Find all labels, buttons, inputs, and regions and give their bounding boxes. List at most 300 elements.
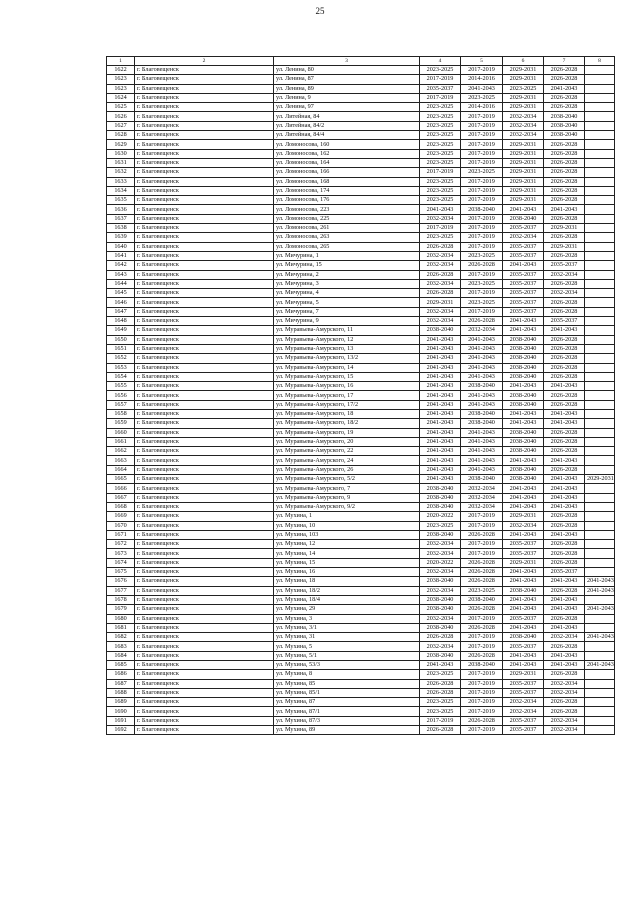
row-number: 1667 [107, 493, 135, 502]
period-cell: 2035-2037 [503, 279, 544, 288]
period-cell: 2026-2028 [461, 558, 503, 567]
period-cell: 2038-2040 [420, 530, 461, 539]
table-row [107, 391, 615, 400]
period-cell: 2041-2043 [420, 382, 461, 391]
period-cell [585, 419, 615, 428]
period-cell: 2026-2028 [461, 568, 503, 577]
period-cell: 2041-2043 [503, 577, 544, 586]
period-cell: 2017-2019 [461, 633, 503, 642]
city-cell: г. Благовещенск [135, 186, 274, 195]
period-cell: 2029-2031 [503, 149, 544, 158]
period-cell: 2029-2031 [503, 140, 544, 149]
period-cell: 2041-2043 [420, 456, 461, 465]
address-cell: ул. Муравьева-Амурского, 22 [274, 447, 420, 456]
period-cell: 2032-2034 [503, 233, 544, 242]
period-cell: 2023-2025 [503, 84, 544, 93]
period-cell: 2026-2028 [544, 512, 585, 521]
row-number: 1675 [107, 568, 135, 577]
period-cell: 2038-2040 [420, 577, 461, 586]
city-cell: г. Благовещенск [135, 419, 274, 428]
period-cell: 2026-2028 [544, 177, 585, 186]
city-cell: г. Благовещенск [135, 158, 274, 167]
city-cell: г. Благовещенск [135, 149, 274, 158]
period-cell: 2032-2034 [544, 726, 585, 735]
period-cell [585, 558, 615, 567]
table-row [107, 270, 615, 279]
city-cell: г. Благовещенск [135, 558, 274, 567]
period-cell [585, 465, 615, 474]
row-number: 1649 [107, 326, 135, 335]
period-cell: 2035-2037 [503, 642, 544, 651]
period-cell: 2035-2037 [503, 549, 544, 558]
city-cell: г. Благовещенск [135, 465, 274, 474]
period-cell: 2041-2043 [503, 502, 544, 511]
address-cell: ул. Ломоносова, 164 [274, 158, 420, 167]
period-cell: 2038-2040 [503, 335, 544, 344]
period-cell [585, 363, 615, 372]
period-cell [585, 149, 615, 158]
period-cell: 2041-2043 [503, 456, 544, 465]
period-cell [585, 298, 615, 307]
city-cell: г. Благовещенск [135, 698, 274, 707]
period-cell: 2041-2043 [503, 651, 544, 660]
period-cell: 2041-2043 [585, 586, 615, 595]
period-cell: 2041-2043 [420, 372, 461, 381]
period-cell: 2032-2034 [420, 214, 461, 223]
row-number: 1638 [107, 224, 135, 233]
period-cell: 2026-2028 [544, 233, 585, 242]
table-row [107, 642, 615, 651]
period-cell: 2017-2019 [461, 614, 503, 623]
row-number: 1655 [107, 382, 135, 391]
city-cell: г. Благовещенск [135, 726, 274, 735]
table-row [107, 233, 615, 242]
period-cell [585, 456, 615, 465]
period-cell: 2038-2040 [420, 502, 461, 511]
address-cell: ул. Мичурина, 5 [274, 298, 420, 307]
table-row [107, 214, 615, 223]
period-cell: 2026-2028 [420, 242, 461, 251]
address-cell: ул. Мухина, 18/4 [274, 595, 420, 604]
period-cell [585, 344, 615, 353]
period-cell: 2041-2043 [461, 363, 503, 372]
period-cell: 2032-2034 [420, 307, 461, 316]
table-row [107, 84, 615, 93]
address-cell: ул. Мухина, 12 [274, 540, 420, 549]
period-cell [585, 75, 615, 84]
period-cell: 2023-2025 [420, 66, 461, 75]
row-number: 1630 [107, 149, 135, 158]
row-number: 1642 [107, 261, 135, 270]
period-cell: 2017-2019 [461, 289, 503, 298]
table-row [107, 103, 615, 112]
period-cell: 2026-2028 [544, 149, 585, 158]
address-cell: ул. Мичурина, 1 [274, 251, 420, 260]
table-row [107, 400, 615, 409]
address-cell: ул. Муравьева-Амурского, 16 [274, 382, 420, 391]
row-number: 1626 [107, 112, 135, 121]
period-cell: 2032-2034 [544, 633, 585, 642]
period-cell: 2029-2031 [503, 158, 544, 167]
period-cell: 2038-2040 [420, 484, 461, 493]
period-cell: 2032-2034 [420, 540, 461, 549]
period-cell: 2026-2028 [544, 437, 585, 446]
row-number: 1665 [107, 475, 135, 484]
period-cell [585, 698, 615, 707]
period-cell: 2032-2034 [503, 521, 544, 530]
period-cell: 2026-2028 [420, 270, 461, 279]
city-cell: г. Благовещенск [135, 242, 274, 251]
period-cell: 2014-2016 [461, 103, 503, 112]
period-cell: 2041-2043 [585, 661, 615, 670]
period-cell: 2035-2037 [544, 317, 585, 326]
address-cell: ул. Мухина, 85/1 [274, 688, 420, 697]
period-cell: 2041-2043 [544, 409, 585, 418]
period-cell [585, 409, 615, 418]
row-number: 1645 [107, 289, 135, 298]
period-cell: 2026-2028 [544, 391, 585, 400]
period-cell: 2014-2016 [461, 75, 503, 84]
table-row [107, 614, 615, 623]
row-number: 1679 [107, 605, 135, 614]
period-cell: 2041-2043 [420, 400, 461, 409]
period-cell: 2041-2043 [503, 409, 544, 418]
table-row [107, 158, 615, 167]
period-cell: 2026-2028 [544, 307, 585, 316]
period-cell: 2017-2019 [461, 224, 503, 233]
period-cell: 2038-2040 [503, 400, 544, 409]
period-cell: 2041-2043 [503, 595, 544, 604]
row-number: 1674 [107, 558, 135, 567]
row-number: 1657 [107, 400, 135, 409]
period-cell: 2017-2019 [461, 521, 503, 530]
period-cell: 2017-2019 [461, 726, 503, 735]
table-row [107, 428, 615, 437]
period-cell [585, 251, 615, 260]
period-cell [585, 242, 615, 251]
period-cell: 2017-2019 [420, 168, 461, 177]
city-cell: г. Благовещенск [135, 651, 274, 660]
city-cell: г. Благовещенск [135, 233, 274, 242]
city-cell: г. Благовещенск [135, 307, 274, 316]
table-row [107, 372, 615, 381]
table-row [107, 112, 615, 121]
row-number: 1691 [107, 716, 135, 725]
period-cell: 2017-2019 [420, 224, 461, 233]
city-cell: г. Благовещенск [135, 642, 274, 651]
period-cell: 2032-2034 [420, 549, 461, 558]
address-cell: ул. Ленина, 9 [274, 93, 420, 102]
period-cell: 2032-2034 [544, 289, 585, 298]
period-cell [585, 307, 615, 316]
row-number: 1666 [107, 484, 135, 493]
row-number: 1671 [107, 530, 135, 539]
period-cell: 2023-2025 [420, 698, 461, 707]
table-row [107, 363, 615, 372]
period-cell: 2017-2019 [461, 233, 503, 242]
period-cell: 2038-2040 [503, 586, 544, 595]
period-cell: 2035-2037 [503, 614, 544, 623]
period-cell [585, 205, 615, 214]
period-cell: 2041-2043 [503, 261, 544, 270]
column-number: 1 [107, 57, 135, 66]
period-cell [585, 186, 615, 195]
period-cell: 2017-2019 [461, 158, 503, 167]
table-row [107, 66, 615, 75]
row-number: 1683 [107, 642, 135, 651]
period-cell [585, 726, 615, 735]
table-row [107, 688, 615, 697]
period-cell: 2035-2037 [544, 568, 585, 577]
period-cell: 2038-2040 [420, 651, 461, 660]
period-cell: 2041-2043 [420, 447, 461, 456]
period-cell: 2029-2031 [503, 66, 544, 75]
address-cell: ул. Мухина, 31 [274, 633, 420, 642]
period-cell: 2023-2025 [420, 707, 461, 716]
city-cell: г. Благовещенск [135, 196, 274, 205]
period-cell: 2026-2028 [544, 540, 585, 549]
city-cell: г. Благовещенск [135, 586, 274, 595]
period-cell [585, 642, 615, 651]
period-cell: 2026-2028 [544, 354, 585, 363]
city-cell: г. Благовещенск [135, 540, 274, 549]
row-number: 1661 [107, 437, 135, 446]
period-cell [585, 84, 615, 93]
row-number: 1625 [107, 103, 135, 112]
period-cell [585, 707, 615, 716]
period-cell [585, 540, 615, 549]
city-cell: г. Благовещенск [135, 279, 274, 288]
period-cell: 2026-2028 [544, 614, 585, 623]
city-cell: г. Благовещенск [135, 131, 274, 140]
address-cell: ул. Мухина, 103 [274, 530, 420, 539]
period-cell: 2026-2028 [461, 716, 503, 725]
row-number: 1634 [107, 186, 135, 195]
period-cell: 2026-2028 [461, 577, 503, 586]
period-cell: 2041-2043 [461, 437, 503, 446]
period-cell [585, 131, 615, 140]
period-cell: 2026-2028 [544, 196, 585, 205]
row-number: 1686 [107, 670, 135, 679]
period-cell: 2041-2043 [544, 502, 585, 511]
row-number: 1690 [107, 707, 135, 716]
address-cell: ул. Литейная, 84/4 [274, 131, 420, 140]
city-cell: г. Благовещенск [135, 437, 274, 446]
period-cell: 2017-2019 [461, 196, 503, 205]
period-cell: 2017-2019 [461, 214, 503, 223]
period-cell [585, 670, 615, 679]
period-cell: 2041-2043 [503, 530, 544, 539]
row-number: 1656 [107, 391, 135, 400]
row-number: 1646 [107, 298, 135, 307]
period-cell: 2029-2031 [544, 224, 585, 233]
address-cell: ул. Муравьева-Амурского, 17 [274, 391, 420, 400]
table-row [107, 605, 615, 614]
city-cell: г. Благовещенск [135, 66, 274, 75]
period-cell: 2035-2037 [503, 289, 544, 298]
table-row [107, 595, 615, 604]
period-cell: 2026-2028 [461, 605, 503, 614]
period-cell: 2026-2028 [544, 447, 585, 456]
period-cell: 2041-2043 [503, 382, 544, 391]
table-row [107, 75, 615, 84]
period-cell [585, 530, 615, 539]
period-cell: 2041-2043 [503, 326, 544, 335]
period-cell: 2035-2037 [503, 224, 544, 233]
table-row [107, 186, 615, 195]
address-cell: ул. Мухина, 5 [274, 642, 420, 651]
period-cell [585, 289, 615, 298]
city-cell: г. Благовещенск [135, 251, 274, 260]
period-cell: 2041-2043 [544, 623, 585, 632]
address-cell: ул. Ломоносова, 174 [274, 186, 420, 195]
address-cell: ул. Мухина, 10 [274, 521, 420, 530]
period-cell: 2038-2040 [503, 363, 544, 372]
period-cell: 2026-2028 [544, 298, 585, 307]
column-number: 7 [544, 57, 585, 66]
period-cell: 2041-2043 [544, 419, 585, 428]
period-cell [585, 270, 615, 279]
period-cell: 2038-2040 [420, 326, 461, 335]
period-cell: 2035-2037 [503, 307, 544, 316]
city-cell: г. Благовещенск [135, 298, 274, 307]
period-cell: 2023-2025 [420, 670, 461, 679]
address-cell: ул. Муравьева-Амурского, 9 [274, 493, 420, 502]
address-cell: ул. Муравьева-Амурского, 13 [274, 344, 420, 353]
period-cell: 2029-2031 [503, 196, 544, 205]
city-cell: г. Благовещенск [135, 409, 274, 418]
period-cell: 2035-2037 [503, 270, 544, 279]
period-cell: 2035-2037 [503, 298, 544, 307]
table-row [107, 512, 615, 521]
address-cell: ул. Мичурина, 3 [274, 279, 420, 288]
period-cell: 2041-2043 [461, 372, 503, 381]
city-cell: г. Благовещенск [135, 93, 274, 102]
city-cell: г. Благовещенск [135, 400, 274, 409]
table-row [107, 298, 615, 307]
period-cell: 2041-2043 [420, 475, 461, 484]
period-cell: 2017-2019 [461, 270, 503, 279]
table-row [107, 140, 615, 149]
address-cell: ул. Муравьева-Амурского, 26 [274, 465, 420, 474]
period-cell: 2032-2034 [461, 502, 503, 511]
period-cell: 2032-2034 [461, 484, 503, 493]
period-cell: 2041-2043 [585, 577, 615, 586]
address-cell: ул. Ленина, 87 [274, 75, 420, 84]
period-cell: 2026-2028 [544, 558, 585, 567]
period-cell: 2023-2025 [420, 103, 461, 112]
address-cell: ул. Мухина, 18 [274, 577, 420, 586]
column-number: 2 [135, 57, 274, 66]
row-number: 1680 [107, 614, 135, 623]
table-row [107, 568, 615, 577]
row-number: 1669 [107, 512, 135, 521]
period-cell: 2041-2043 [461, 335, 503, 344]
table-row [107, 261, 615, 270]
row-number: 1688 [107, 688, 135, 697]
period-cell [585, 121, 615, 130]
period-cell: 2026-2028 [544, 344, 585, 353]
column-number: 3 [274, 57, 420, 66]
table-row [107, 530, 615, 539]
period-cell: 2041-2043 [420, 437, 461, 446]
city-cell: г. Благовещенск [135, 577, 274, 586]
period-cell: 2029-2031 [503, 558, 544, 567]
city-cell: г. Благовещенск [135, 521, 274, 530]
table-row [107, 168, 615, 177]
table-row [107, 549, 615, 558]
city-cell: г. Благовещенск [135, 595, 274, 604]
period-cell: 2041-2043 [544, 661, 585, 670]
period-cell: 2038-2040 [503, 447, 544, 456]
period-cell: 2017-2019 [461, 186, 503, 195]
period-cell [585, 614, 615, 623]
city-cell: г. Благовещенск [135, 484, 274, 493]
address-cell: ул. Мухина, 29 [274, 605, 420, 614]
period-cell: 2026-2028 [420, 633, 461, 642]
period-cell [585, 447, 615, 456]
period-cell: 2032-2034 [420, 614, 461, 623]
period-cell: 2038-2040 [461, 475, 503, 484]
period-cell [585, 688, 615, 697]
period-cell: 2041-2043 [420, 391, 461, 400]
row-number: 1633 [107, 177, 135, 186]
address-cell: ул. Мухина, 3/1 [274, 623, 420, 632]
row-number: 1641 [107, 251, 135, 260]
period-cell: 2041-2043 [420, 465, 461, 474]
period-cell: 2032-2034 [544, 679, 585, 688]
address-cell: ул. Мичурина, 9 [274, 317, 420, 326]
period-cell: 2023-2025 [420, 121, 461, 130]
period-cell: 2041-2043 [503, 493, 544, 502]
period-cell: 2017-2019 [461, 512, 503, 521]
period-cell [585, 549, 615, 558]
period-cell: 2041-2043 [461, 391, 503, 400]
address-cell: ул. Муравьева-Амурского, 13/2 [274, 354, 420, 363]
table-row [107, 354, 615, 363]
address-cell: ул. Муравьева-Амурского, 20 [274, 437, 420, 446]
period-cell [585, 484, 615, 493]
city-cell: г. Благовещенск [135, 679, 274, 688]
period-cell: 2023-2025 [461, 279, 503, 288]
period-cell [585, 93, 615, 102]
address-cell: ул. Мухина, 16 [274, 568, 420, 577]
period-cell [585, 224, 615, 233]
period-cell: 2017-2019 [461, 177, 503, 186]
address-cell: ул. Ломоносова, 265 [274, 242, 420, 251]
period-cell: 2032-2034 [503, 131, 544, 140]
period-cell: 2023-2025 [420, 177, 461, 186]
period-cell: 2041-2043 [420, 344, 461, 353]
period-cell: 2026-2028 [461, 261, 503, 270]
period-cell: 2026-2028 [544, 363, 585, 372]
period-cell: 2023-2025 [420, 196, 461, 205]
period-cell: 2038-2040 [503, 344, 544, 353]
city-cell: г. Благовещенск [135, 168, 274, 177]
table-row [107, 475, 615, 484]
period-cell: 2032-2034 [503, 121, 544, 130]
table-row [107, 586, 615, 595]
address-cell: ул. Ломоносова, 166 [274, 168, 420, 177]
address-cell: ул. Муравьева-Амурского, 18/2 [274, 419, 420, 428]
row-number: 1660 [107, 428, 135, 437]
period-cell: 2035-2037 [503, 726, 544, 735]
address-cell: ул. Ленина, 89 [274, 84, 420, 93]
city-cell: г. Благовещенск [135, 475, 274, 484]
row-number: 1623 [107, 84, 135, 93]
row-number: 1628 [107, 131, 135, 140]
period-cell: 2041-2043 [544, 484, 585, 493]
